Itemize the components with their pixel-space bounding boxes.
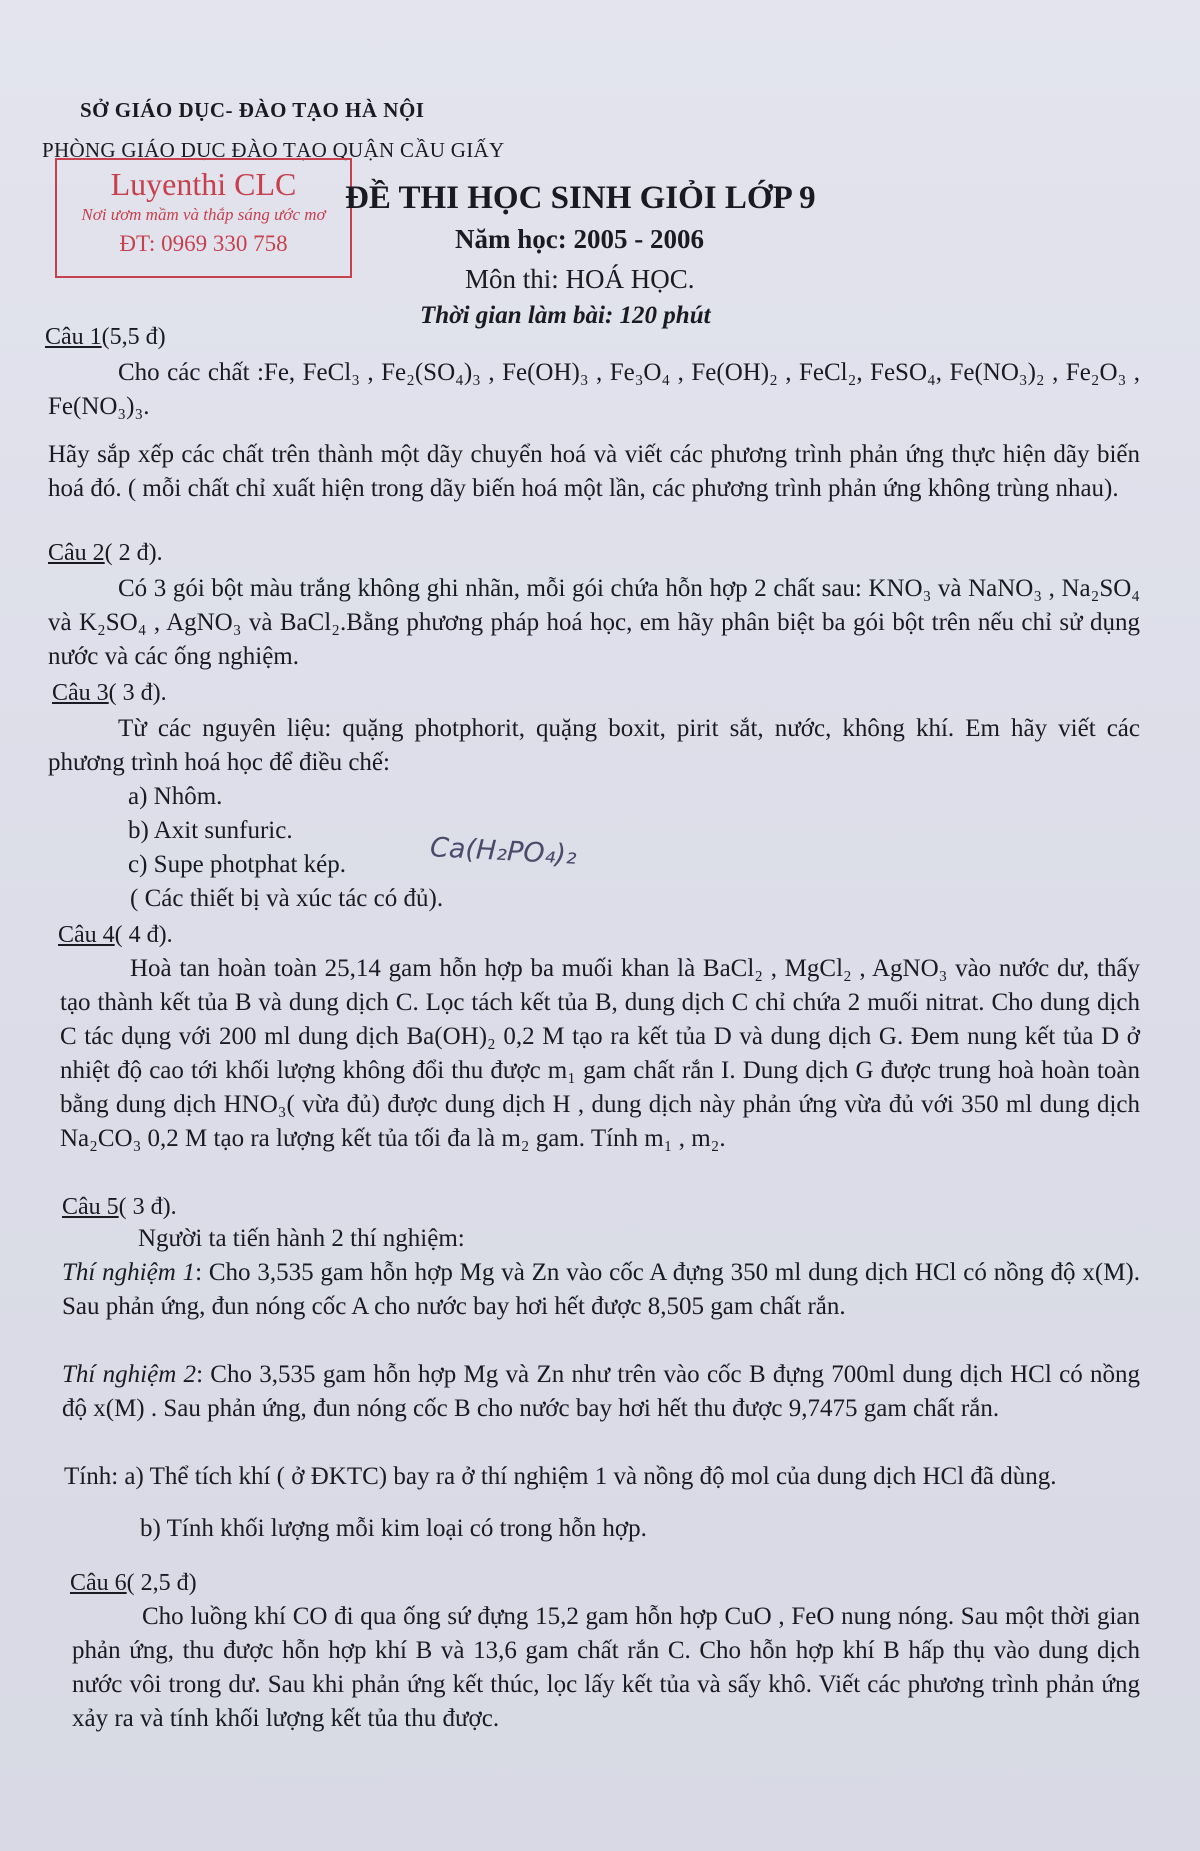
q2-points: ( 2 đ). [104, 540, 163, 566]
q1-heading [45, 320, 166, 354]
q1-text2: Hãy sắp xếp các chất trên thành một dãy chuyển hoá và viết các phương trình phản ứng thực hiện dãy biến hoá đó. ( mỗi chất chỉ xuất hiện trong dãy biến hoá một lần, các phương trình phản ứng không trùng nhau). [48, 441, 1140, 502]
q4-points: ( 4 đ). [114, 922, 173, 948]
q2-heading [48, 536, 163, 570]
q2-text: Có 3 gói bột màu trắng không ghi nhãn, mỗi gói chứa hỗn hợp 2 chất sau: KNO₃ và NaNO₃ , Na₂SO₄ và K₂SO₄ , AgNO₃ và BaCl₂.Bằng phương pháp hoá học, em hãy phân biệt ba gói bột trên nếu chỉ sử dụng nước và các ống nghiệm. [48, 575, 1140, 670]
q5-label: Câu 5 [62, 1194, 119, 1220]
school-year: Năm học: 2005 - 2006 [455, 224, 704, 254]
q5-intro: Người ta tiến hành 2 thí nghiệm: [138, 1225, 465, 1252]
office-name: PHÒNG GIÁO DỤC ĐÀO TẠO QUẬN CẦU GIẤY [42, 138, 505, 162]
q3-item-c: c) Supe photphat kép. [128, 851, 347, 878]
q3-item-b: b) Axit sunfuric. [128, 817, 293, 844]
department-name: SỞ GIÁO DỤC- ĐÀO TẠO HÀ NỘI [80, 98, 425, 122]
q1-label: Câu 1 [45, 324, 102, 350]
q3-label: Câu 3 [52, 680, 109, 706]
q4-label: Câu 4 [58, 922, 115, 948]
q4-text: Hoà tan hoàn toàn 25,14 gam hỗn hợp ba muối khan là BaCl₂ , MgCl₂ , AgNO₃ vào nước dư, thấy tạo thành kết tủa B và dung dịch C. Lọc tách kết tủa B, dung dịch C chỉ chứa 2 muối nitrat. Cho dung dịch C tác dụng với 200 ml dung dịch Ba(OH)₂ 0,2 M tạo ra kết tủa D và dung dịch G. Đem nung kết tủa D ở nhiệt độ cao tới khối lượng không đổi thu được m₁ gam chất rắn I. Dung dịch G được trung hoà hoàn toàn bằng dung dịch HNO₃( vừa đủ) được dung dịch H , dung dịch này phản ứng vừa đủ với 350 ml dung dịch Na₂CO₃ 0,2 M tạo ra lượng kết tủa tối đa là m₂ gam. Tính m₁ , m₂. [60, 955, 1140, 1152]
exam-title: ĐỀ THI HỌC SINH GIỎI LỚP 9 [345, 180, 816, 216]
q2-label: Câu 2 [48, 540, 105, 566]
q3-heading [52, 676, 167, 710]
stamp-name: Luyenthi CLC [110, 166, 297, 202]
stamp-slogan: Nơi ươm mầm và thắp sáng ước mơ [81, 205, 326, 224]
q5-points: ( 3 đ). [118, 1194, 177, 1220]
q3-points: ( 3 đ). [108, 680, 167, 706]
q5-task-b: b) Tính khối lượng mỗi kim loại có trong hỗn hợp. [140, 1515, 647, 1542]
exam-time: Thời gian làm bài: 120 phút [420, 302, 711, 329]
q5-exp2-text: : Cho 3,535 gam hỗn hợp Mg và Zn như trên vào cốc B đựng 700ml dung dịch HCl có nồng độ x(M) . Sau phản ứng, đun nóng cốc B cho nước bay hơi hết thu được 9,7475 gam chất rắn. [62, 1361, 1140, 1422]
q5-exp1-text: : Cho 3,535 gam hỗn hợp Mg và Zn vào cốc A đựng 350 ml dung dịch HCl có nồng độ x(M). Sau phản ứng, đun nóng cốc A cho nước bay hơi hết được 8,505 gam chất rắn. [62, 1259, 1140, 1320]
stamp [55, 158, 352, 278]
q6-heading [70, 1566, 197, 1600]
q5-exp1 [62, 1256, 1140, 1324]
q6-label: Câu 6 [70, 1570, 127, 1596]
q1-points: (5,5 đ) [101, 324, 166, 350]
q5-exp2 [62, 1358, 1140, 1426]
exam-subject: Môn thi: HOÁ HỌC. [465, 264, 695, 294]
stamp-phone: ĐT: 0969 330 758 [119, 231, 288, 256]
handwritten-note: Ca(H₂PO₄)₂ [429, 832, 578, 871]
q4-heading [58, 918, 173, 952]
q3-item-a: a) Nhôm. [128, 783, 223, 810]
q6-points: ( 2,5 đ) [126, 1570, 197, 1596]
q3-note: ( Các thiết bị và xúc tác có đủ). [130, 885, 444, 912]
q3-text: Từ các nguyên liệu: quặng photphorit, quặng boxit, pirit sắt, nước, không khí. Em hãy viết các phương trình hoá học để điều chế: [48, 715, 1140, 776]
q5-heading [62, 1190, 177, 1224]
q5-task-a: Tính: a) Thể tích khí ( ở ĐKTC) bay ra ở thí nghiệm 1 và nồng độ mol của dung dịch HCl đã dùng. [64, 1463, 1057, 1490]
q5-exp2-label: Thí nghiệm 2 [62, 1361, 197, 1388]
q1-text: Cho các chất :Fe, FeCl₃ , Fe₂(SO₄)₃ , Fe(OH)₃ , Fe₃O₄ , Fe(OH)₂ , FeCl₂, FeSO₄, Fe(NO₃)₂ , Fe₂O₃ , Fe(NO₃)₃. [48, 359, 1140, 420]
q5-exp1-label: Thí nghiệm 1 [62, 1259, 196, 1286]
q6-text: Cho luồng khí CO đi qua ống sứ đựng 15,2 gam hỗn hợp CuO , FeO nung nóng. Sau một thời gian phản ứng, thu được hỗn hợp khí B và 13,6 gam chất rắn C. Cho hỗn hợp khí B hấp thụ vào dung dịch nước vôi trong dư. Sau khi phản ứng kết thúc, lọc lấy kết tủa và sấy khô. Viết các phương trình phản ứng xảy ra và tính khối lượng kết tủa thu được. [72, 1603, 1140, 1732]
